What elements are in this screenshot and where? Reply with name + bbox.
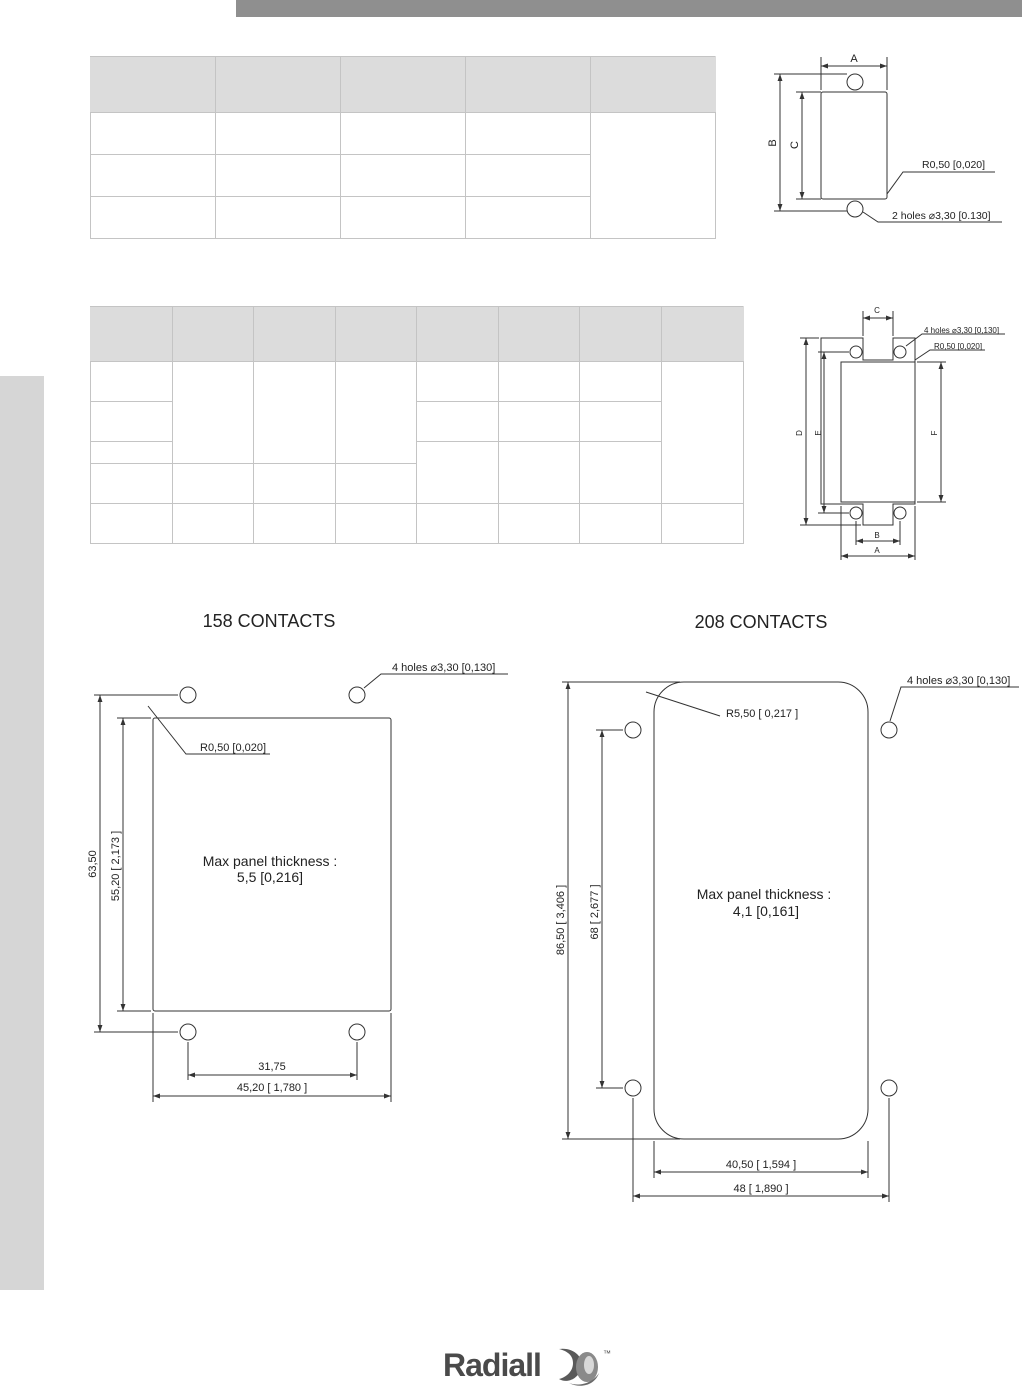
height-outer-158: 63,50 [87,850,99,878]
thickness-value-208: 4,1 [0,161] [732,903,800,919]
dim-f-label: F [930,430,939,436]
radius-note: R0,50 [0,020] [934,342,983,351]
mounting-hole [850,507,862,519]
cutout-208-drawing [562,682,1019,1202]
radius-note-158: R0,50 [0,020] [200,742,267,754]
holes-note-208: 4 holes ⌀3,30 [0,130] [907,675,1011,687]
cutout-158-drawing [94,674,508,1102]
trademark-symbol: ™ [603,1349,611,1358]
logo-mark-icon [555,1343,603,1387]
dim-b-label: B [767,139,779,147]
mounting-hole [881,1080,897,1096]
cutout-drawing-a [774,57,1002,222]
width-outer-208: 48 [ 1,890 ] [733,1183,789,1195]
brand-logo [443,1343,613,1387]
width-158: 45,20 [ 1,780 ] [236,1082,308,1094]
mounting-hole [349,687,365,703]
radius-note-208: R5,50 [ 0,217 ] [726,708,799,720]
thickness-label-158: Max panel thickness : [202,853,338,869]
mounting-hole [894,507,906,519]
height-inner-208: 68 [ 2,677 ] [589,884,601,940]
hole-spacing-158: 31,75 [258,1061,286,1073]
mounting-hole [894,346,906,358]
holes-note: 2 holes ⌀3,30 [0.130] [892,210,991,222]
mounting-hole [850,346,862,358]
height-outer-208: 86,50 [ 3,406 ] [555,884,567,956]
dim-e-label: E [814,430,823,436]
dim-b-label: B [874,531,880,540]
mounting-hole [847,201,863,217]
inner-window [841,362,915,502]
radius-note: R0,50 [0,020] [922,159,986,171]
dim-c-label: C [789,141,801,149]
section-title-208: 208 CONTACTS [694,612,828,632]
mounting-hole [180,1024,196,1040]
dim-a-label: A [850,53,858,65]
mounting-hole [625,722,641,738]
holes-note: 4 holes ⌀3,30 [0,130] [924,326,1000,335]
height-inner-158: 55,20 [ 2,173 ] [110,830,122,902]
mounting-hole [349,1024,365,1040]
width-inner-208: 40,50 [ 1,594 ] [725,1159,797,1171]
section-title-158: 158 CONTACTS [202,611,336,631]
mounting-hole [881,722,897,738]
dim-d-label: D [795,430,804,436]
mounting-hole [847,74,863,90]
thickness-value-158: 5,5 [0,216] [236,869,304,885]
mounting-hole [180,687,196,703]
logo-text: Radiall [443,1347,541,1383]
thickness-label-208: Max panel thickness : [696,886,832,902]
dim-a-label: A [874,546,880,555]
dim-c-label: C [874,306,880,315]
cutout-outline [821,92,887,199]
cutout-outline [821,338,915,525]
mounting-hole [625,1080,641,1096]
holes-note-158: 4 holes ⌀3,30 [0,130] [392,662,496,674]
